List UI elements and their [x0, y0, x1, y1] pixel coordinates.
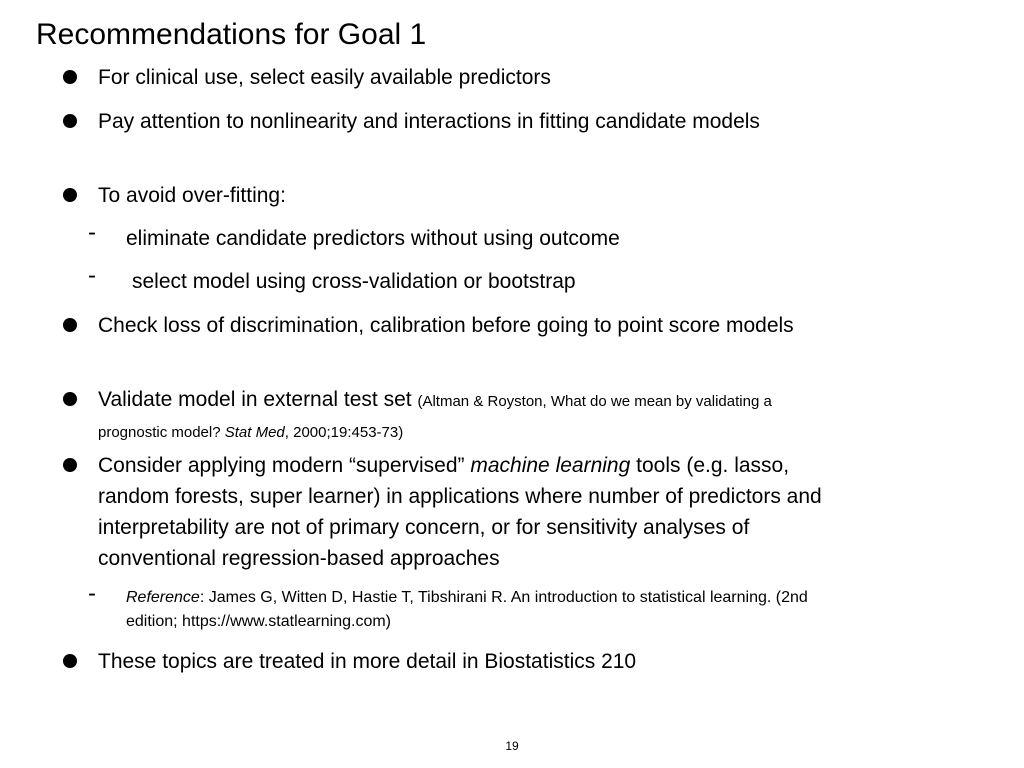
bullet-icon [63, 458, 77, 472]
bullet-item-5 [98, 384, 828, 446]
bullet-icon [63, 70, 77, 84]
bullet-icon [63, 392, 77, 406]
bullet-text: Validate model in external test set [98, 388, 412, 411]
bullet-item-1 [98, 62, 828, 93]
bullet-icon [63, 318, 77, 332]
bullet-text: Check loss of discrimination, calibration before going to point score models [98, 314, 794, 337]
sub-item-reference [88, 580, 816, 634]
slide-title: Recommendations for Goal 1 [36, 18, 427, 51]
sub-item-text: select model using cross-validation or bootstrap [132, 270, 576, 293]
reference-label: Reference [126, 589, 200, 606]
bullet-icon [63, 654, 77, 668]
dash-icon: - [88, 262, 96, 289]
dash-icon: - [88, 219, 96, 246]
bullet-icon [63, 114, 77, 128]
sub-item-3a [88, 219, 826, 254]
bullet-text: Pay attention to nonlinearity and interactions in fitting candidate models [98, 110, 760, 133]
bullet-text: To avoid over-fitting: [98, 184, 286, 207]
bullet-emphasis: machine learning [470, 454, 631, 477]
sub-item-3b [88, 262, 832, 297]
bullet-item-2 [98, 106, 828, 137]
reference-text: : James G, Witten D, Hastie T, Tibshirani R. An introduction to statistical learning. (2nd edition; https://www.statlearning.com) [126, 589, 808, 630]
bullet-text: For clinical use, select easily available predictors [98, 66, 551, 89]
bullet-item-3 [98, 180, 828, 211]
page-number: 19 [505, 739, 519, 753]
bullet-item-4 [98, 310, 828, 341]
bullet-text: These topics are treated in more detail in Biostatistics 210 [98, 650, 637, 673]
citation-journal: Stat Med [224, 424, 285, 441]
sub-item-text: eliminate candidate predictors without using outcome [126, 227, 620, 250]
bullet-text: Consider applying modern “supervised” [98, 454, 465, 477]
citation-text: (Altman & Royston, What do we mean by validating a prognostic model? [98, 393, 772, 441]
bullet-item-6 [98, 450, 838, 574]
bullet-icon [63, 188, 77, 202]
bullet-item-7 [98, 646, 828, 677]
citation-detail: , 2000;19:453-73) [284, 424, 404, 441]
dash-icon: - [88, 580, 96, 607]
bullet-text-cont: tools (e.g. lasso, random forests, super learner) in applications where number of predictors and interpretability are not of primary concern, or for sensitivity analyses of conventional regression-based approaches [98, 454, 822, 570]
